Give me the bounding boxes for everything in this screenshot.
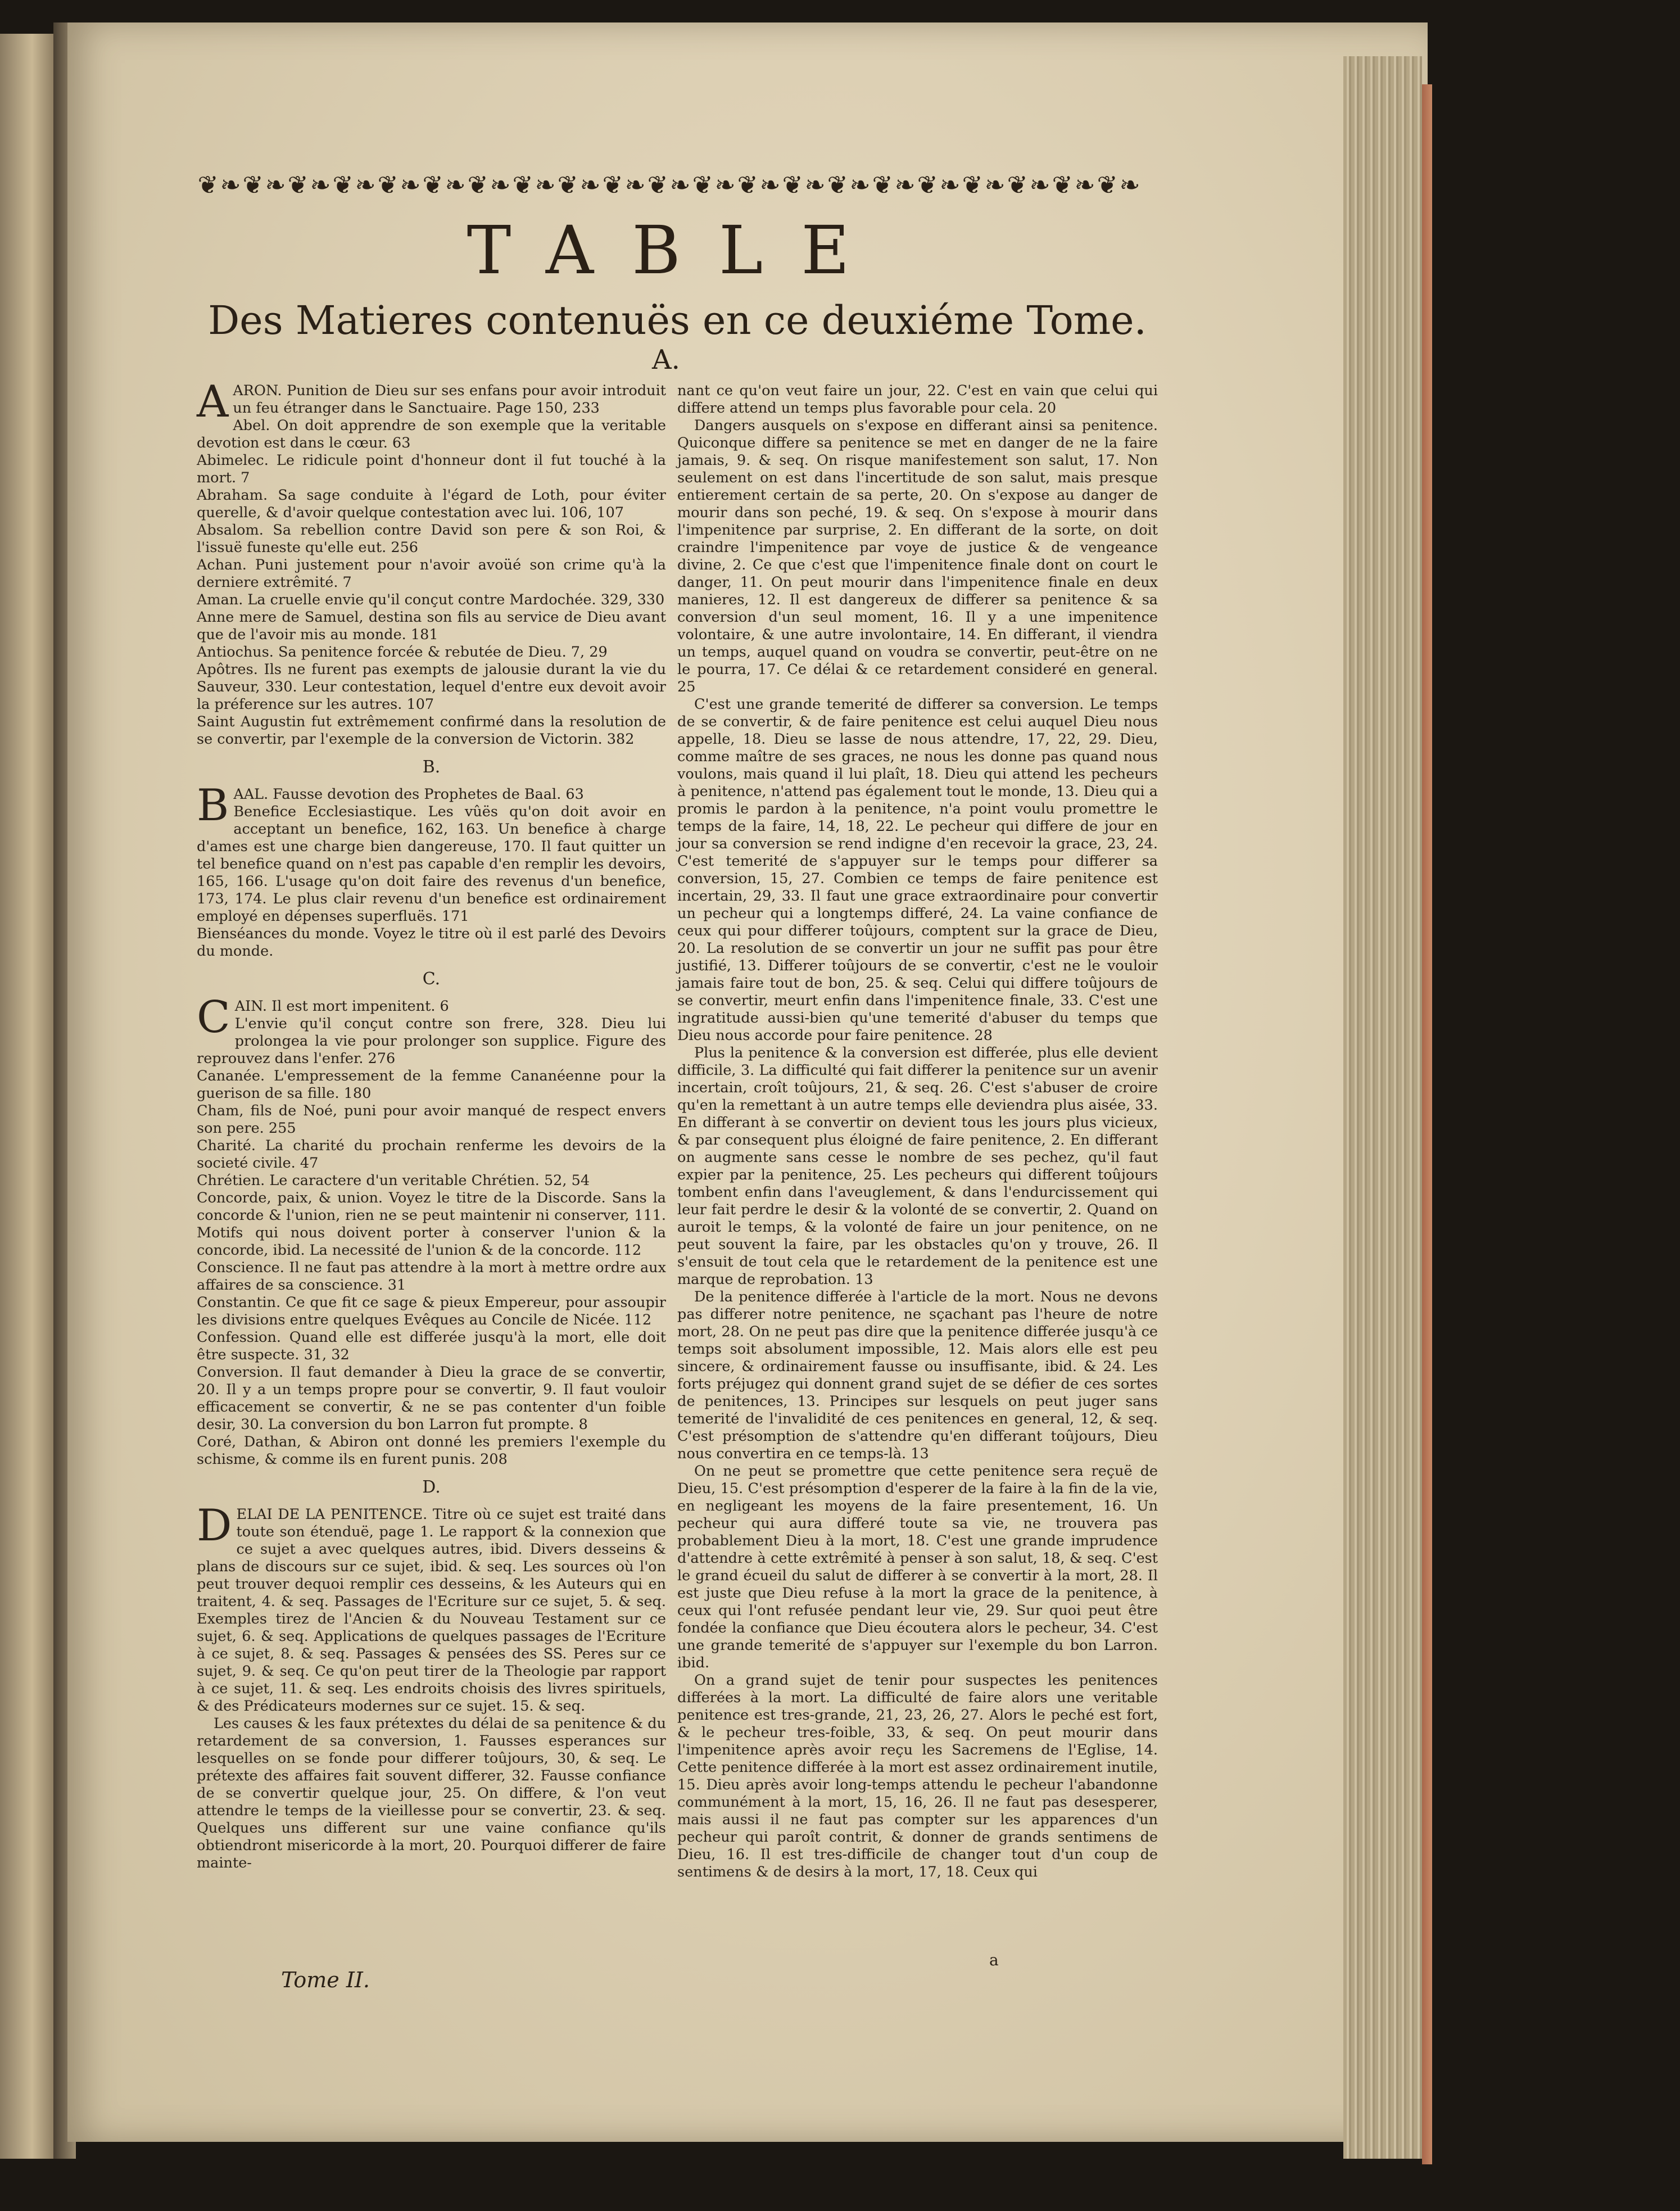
entry: Les causes & les faux prétextes du délai de sa penitence & du retardement de sa conversion, 1. Fausses esperances sur lesquelles on se fonde pour differer toûjours, 30, & seq. Le prétexte des affaires fait souvent differer, 32. Fausse confiance de se convertir quelque jour, 25. On differe, & l'on veut attendre le temps de la vieillesse pour se convertir, 23. & seq. Quelques uns different sur une vaine confiance qu'ils obtiendront misericorde à la mort, 20. Pourquoi differer de faire mainte- [197, 1715, 666, 1871]
fleuron-ornament-icon: ❧ [939, 171, 961, 200]
entry: Cananée. L'empressement de la femme Cananéenne pour la guerison de sa fille. 180 [197, 1068, 666, 1102]
paragraph: Dangers ausquels on s'expose en differant ainsi sa penitence. Quiconque differe sa penitence se met en danger de ne la faire jamais, 9. & seq. On risque manifestement son salut, 17. Non seulement on est dans l'incertitude de son salut, mais presque entierement certain de sa perte, 20. On s'expose au danger de mourir dans son peché, 19. & seq. On s'expose à mourir dans l'impenitence par surprise, 2. En differant de la sorte, on doit craindre l'impenitence par voye de justice & de vengeance divine, 2. Ce que c'est que l'impenitence finale dont on court le danger, 11. On peut mourir dans l'impenitence finale en deux manieres, 12. Il est dangereux de differer sa penitence & sa conversion d'un seul moment, 16. Il y a une impenitence volontaire, & une autre involontaire, 14. En differant, il viendra un temps, auquel quand on voudra se convertir, peut-être on ne le pourra, 17. Ce délai & ce retardement consideré en general. 25 [677, 417, 1158, 695]
entry: Antiochus. Sa penitence forcée & rebutée de Dieu. 7, 29 [197, 644, 608, 661]
fleuron-ornament-icon: ❧ [669, 171, 691, 200]
entry: L'envie qu'il conçut contre son frere, 328. Dieu lui prolongea la vie pour prolonger son supplice. Figure des reprouvez dans l'enfer. 276 [197, 1015, 666, 1067]
entry-text: ELAI DE LA PENITENCE. Titre où ce sujet est traité dans toute son étenduë, page 1. Le rapport & la connexion que ce sujet a avec quelques autres, ibid. Divers desseins & plans de discours sur ce sujet, ibid. & seq. Les sources où l'on peut trouver dequoi remplir ces desseins, & les Auteurs qui en traitent, 4. & seq. Passages de l'Ecriture sur ce sujet, 5. & seq. Exemples tirez de l'Ancien & du Nouveau Testament sur ce sujet, 6. & seq. Applications de quelques passages de l'Ecriture à ce sujet, 8. & seq. Passages & pensées des SS. Peres sur ce sujet, 9. & seq. Ce qu'on peut tirer de la Theologie par rapport à ce sujet, 11. & seq. Les endroits choisis des livres spirituels, & des Prédicateurs modernes sur ce sujet. 15. & seq. [197, 1506, 666, 1715]
section-letter-b: B. [422, 757, 441, 777]
fleuron-ornament-icon: ❧ [984, 171, 1006, 200]
page-title: TABLE [467, 211, 888, 289]
fleuron-ornament-icon: ❧ [1119, 171, 1140, 200]
fleuron-ornament-icon: ❧ [759, 171, 781, 200]
section-d [197, 1500, 666, 1872]
paragraph: nant ce qu'on veut faire un jour, 22. C'est en vain que celui qui differe attend un temps plus favorable pour cela. 20 [677, 382, 1158, 417]
entry: Benefice Ecclesiastique. Les vûës qu'on doit avoir en acceptant un benefice, 162, 163. Un benefice à charge d'ames est une charge bien dangereuse, 170. Il faut quitter un tel benefice quand on n'est pas capable d'en remplir les devoirs, 165, 166. L'usage qu'on doit faire des revenus d'un benefice, 173, 174. Le plus clair revenu d'un benefice est ordinairement employé en dépenses superfluës. 171 [197, 803, 666, 925]
red-edge [1422, 84, 1432, 2164]
fleuron-ornament-icon: ❦ [782, 171, 803, 200]
entry: Apôtres. Ils ne furent pas exempts de jalousie durant la vie du Sauveur, 330. Leur contestation, lequel d'entre eux devoit avoir la préference sur les autres. 107 [197, 661, 666, 713]
fleuron-ornament-icon: ❧ [265, 171, 286, 200]
fleuron-ornament-icon: ❦ [557, 171, 578, 200]
section-a [197, 377, 666, 748]
entry: Absalom. Sa rebellion contre David son pere & son Roi, & l'issuë funeste qu'elle eut. 256 [197, 522, 666, 556]
entry: Conscience. Il ne faut pas attendre à la mort à mettre ordre aux affaires de sa conscience. 31 [197, 1259, 666, 1294]
fleuron-ornament-icon: ❦ [242, 171, 264, 200]
fleuron-ornament-icon: ❦ [1097, 171, 1118, 200]
ornamental-headpiece [197, 163, 1158, 208]
entry: Aman. La cruelle envie qu'il conçut contre Mardochée. 329, 330 [197, 591, 665, 608]
fleuron-ornament-icon: ❦ [827, 171, 848, 200]
entry: Confession. Quand elle est differée jusqu'à la mort, elle doit être suspecte. 31, 32 [197, 1329, 666, 1363]
drop-cap-b: B [197, 780, 229, 831]
section-b [197, 780, 666, 960]
drop-cap-a: A [197, 377, 229, 427]
paragraph: De la penitence differée à l'article de la mort. Nous ne devons pas differer notre penitence, ne sçachant pas l'heure de notre mort, 28. On ne peut pas dire que la penitence differée jusqu'à ce temps soit absolument impossible, 12. Mais alors elle est peu sincere, & ordinairement fausse ou insuffisante, ibid. & 24. Les forts préjugez qui donnent grand sujet de se défier de ces sortes de penitences, 13. Principes sur lesquels on peut juger sans temerité de l'invalidité de ces penitences en general, 12, & seq. C'est présomption de s'attendre qu'en differant toûjours, Dieu nous convertira en ce temps-là. 13 [677, 1288, 1158, 1462]
fleuron-ornament-icon: ❦ [737, 171, 758, 200]
signature-mark: a [989, 1951, 999, 1969]
entry: Anne mere de Samuel, destina son fils au service de Dieu avant que de l'avoir mis au monde. 181 [197, 609, 666, 643]
entry: Abimelec. Le ridicule point d'honneur dont il fut touché à la mort. 7 [197, 452, 666, 486]
fleuron-ornament-icon: ❦ [377, 171, 399, 200]
fleuron-ornament-icon: ❧ [490, 171, 511, 200]
entry: Achan. Puni justement pour n'avoir avoüé son crime qu'à la derniere extrêmité. 7 [197, 557, 666, 591]
fleuron-ornament-icon: ❧ [579, 171, 601, 200]
paragraph: Plus la penitence & la conversion est differée, plus elle devient difficile, 3. La difficulté qui fait differer la penitence sur un avenir incertain, croît toûjours, 21, & seq. 26. C'est s'abuser de croire qu'en la remettant à un autre temps elle deviendra plus aisée, 33. En differant à se convertir on devient tous les jours plus vicieux, & par consequent plus éloigné de faire penitence, 2. En differant on augmente sans cesse le nombre de ses pechez, qu'il faut expier par la penitence, 25. Les pecheurs qui different toûjours tombent enfin dans l'aveuglement, & dans l'endurcissement qui leur fait perdre le desir & la volonté de se convertir, 2. Quand on auroit le temps, & la volonté de faire un jour penitence, on ne peut souvent la faire, par les obstacles qu'on y trouve, 26. Il s'ensuit de tout cela que le retardement de la penitence est une marque de reprobation. 13 [677, 1045, 1158, 1288]
fleuron-ornament-icon: ❦ [467, 171, 488, 200]
fleuron-ornament-icon: ❧ [624, 171, 646, 200]
fleuron-ornament-icon: ❧ [714, 171, 736, 200]
fleuron-ornament-icon: ❧ [445, 171, 466, 200]
fleuron-ornament-icon: ❦ [332, 171, 354, 200]
entry-text: ARON. Punition de Dieu sur ses enfans pour avoir introduit un feu étranger dans le Sanctuaire. Page 150, 233 [233, 382, 666, 417]
header [197, 208, 1158, 354]
paragraph: On a grand sujet de tenir pour suspectes les penitences differées à la mort. La difficulté de faire alors une veritable penitence est tres-grande, 21, 23, 26, 27. Alors le peché est fort, & le pecheur tres-foible, 33, & seq. On peut mourir dans l'impenitence après avoir reçu les Sacremens de l'Eglise, 14. Cette penitence differée à la mort est assez ordinairement inutile, 15. Dieu après avoir long-temps attendu le pecheur l'abandonne communément à la mort, 15, 16, 26. Il ne faut pas desesperer, mais aussi il ne faut pas compter sur les apparences d'un pecheur qui paroît contrit, & donner de grands sentimens de Dieu, 16. Il est tres-difficile de changer tout d'un coup de sentimens & de desirs à la mort, 17, 18. Ceux qui [677, 1672, 1158, 1880]
left-column [197, 377, 666, 1872]
fleuron-ornament-icon: ❧ [1029, 171, 1050, 200]
page-subtitle: Des Matieres contenuës en ce deuxiéme Tome. [208, 297, 1147, 343]
fleuron-ornament-icon: ❧ [400, 171, 421, 200]
entry-baal [197, 780, 666, 831]
fleuron-ornament-icon: ❧ [804, 171, 826, 200]
fleuron-ornament-icon: ❦ [647, 171, 668, 200]
entry: Chrétien. Le caractere d'un veritable Chrétien. 52, 54 [197, 1172, 590, 1189]
entry: Bienséances du monde. Voyez le titre où il est parlé des Devoirs du monde. [197, 925, 666, 960]
entry: Coré, Dathan, & Abiron ont donné les premiers l'exemple du schisme, & comme ils en furent punis. 208 [197, 1434, 666, 1468]
section-letter-c: C. [422, 969, 441, 989]
entry: Charité. La charité du prochain renferme les devoirs de la societé civile. 47 [197, 1137, 666, 1172]
fleuron-ornament-icon: ❦ [1052, 171, 1073, 200]
fleuron-ornament-icon: ❧ [310, 171, 331, 200]
entry: Constantin. Ce que fit ce sage & pieux Empereur, pour assoupir les divisions entre quelques Evêques au Concile de Nicée. 112 [197, 1294, 666, 1328]
entry: Abraham. Sa sage conduite à l'égard de Loth, pour éviter querelle, & d'avoir quelque contestation avec lui. 106, 107 [197, 487, 666, 521]
fleuron-ornament-icon: ❧ [1074, 171, 1095, 200]
paragraph: On ne peut se promettre que cette penitence sera reçuë de Dieu, 15. C'est présomption d'esperer de la faire à la fin de la vie, en negligeant les moyens de la faire presentement, 16. Un pecheur qui aura differé toute sa vie, ne trouvera pas probablement Dieu à la mort, 18. C'est une grande imprudence d'attendre à cette extrêmité à penser à son salut, 18, & seq. C'est le grand écueil du salut de differer à se convertir à la mort, 28. Il est juste que Dieu refuse à la mort la grace de la penitence, à ceux qui l'ont refusée pendant leur vie, 29. Sur quoi peut être fondée la confiance que Dieu écoutera alors le pecheur, 34. C'est une grande temerité de s'appuyer sur l'exemple du bon Larron. ibid. [677, 1463, 1158, 1671]
fleuron-ornament-icon: ❦ [512, 171, 533, 200]
fleuron-ornament-icon: ❦ [287, 171, 309, 200]
fleuron-ornament-icon: ❧ [849, 171, 871, 200]
entry-text: AIN. Il est mort impenitent. 6 [234, 998, 449, 1015]
section-c [197, 992, 666, 1468]
drop-cap-c: C [197, 992, 230, 1043]
entry: Concorde, paix, & union. Voyez le titre de la Discorde. Sans la concorde & l'union, rien ne se peut maintenir ni conserver, 111. Motifs qui nous doivent porter à conserver l'union & la concorde, ibid. La necessité de l'union & de la concorde. 112 [197, 1190, 666, 1259]
fleuron-ornament-icon: ❧ [355, 171, 376, 200]
entry: Cham, fils de Noé, puni pour avoir manqué de respect envers son pere. 255 [197, 1102, 666, 1137]
section-letter-a: A. [652, 344, 680, 376]
entry-aaron [197, 377, 666, 427]
fleuron-ornament-icon: ❦ [602, 171, 623, 200]
page-edges [1343, 56, 1422, 2159]
paragraph: C'est une grande temerité de differer sa conversion. Le temps de se convertir, & de faire penitence est celui auquel Dieu nous appelle, 18. Dieu se lasse de nous attendre, 17, 22, 29. Dieu, comme maître de ses graces, ne nous les donne pas quand nous voulons, mais quand il lui plaît, 18. Dieu qui attend les pecheurs à penitence, n'attend pas également tout le monde, 13. Dieu qui a promis le pardon à la penitence, n'a point voulu promettre le temps de la faire, 14, 18, 22. Le pecheur qui differe de jour en jour sa conversion se rend indigne d'en recevoir la grace, 23, 24. C'est temerité de s'appuyer sur le temps pour differer sa conversion, 15, 27. Combien ce temps de faire penitence est incertain, 29, 33. Il faut une grace extraordinaire pour convertir un pecheur qui a longtemps differé, 24. La vaine confiance de ceux qui pour differer toûjours, comptent sur la grace de Dieu, 20. La resolution de se convertir un jour ne suffit pas pour être justifié, 13. Differer toûjours de se convertir, c'est ne le vouloir jamais faire tout de bon, 25. & seq. Celui qui differe toûjours de se convertir, meurt enfin dans l'impenitence finale, 33. C'est une ingratitude aussi-bien qu'une temerité d'abuser du temps que Dieu nous accorde pour faire penitence. 28 [677, 696, 1158, 1044]
entry: Saint Augustin fut extrêmement confirmé dans la resolution de se convertir, par l'exemple de la conversion de Victorin. 382 [197, 713, 666, 748]
fleuron-ornament-icon: ❦ [872, 171, 893, 200]
fleuron-ornament-icon: ❦ [1007, 171, 1028, 200]
fleuron-ornament-icon: ❧ [894, 171, 916, 200]
entry-text: AAL. Fausse devotion des Prophetes de Baal. 63 [233, 786, 584, 803]
fleuron-ornament-icon: ❦ [692, 171, 713, 200]
entry-delai [197, 1500, 666, 1715]
entry: Conversion. Il faut demander à Dieu la grace de se convertir, 20. Il y a un temps propre pour se convertir, 9. Il faut vouloir efficacement se convertir, & ne se pas contenter d'un foible desir, 30. La conversion du bon Larron fut prompte. 8 [197, 1364, 666, 1433]
fleuron-ornament-icon: ❦ [962, 171, 983, 200]
fleuron-ornament-icon: ❦ [197, 171, 219, 200]
right-column [677, 382, 1158, 1881]
fleuron-ornament-icon: ❦ [917, 171, 938, 200]
fleuron-ornament-icon: ❧ [220, 171, 241, 200]
volume-footer: Tome II. [281, 1968, 370, 1992]
previous-page-edge [0, 34, 53, 2159]
fleuron-ornament-icon: ❦ [422, 171, 443, 200]
section-letter-d: D. [422, 1477, 441, 1497]
entry: Abel. On doit apprendre de son exemple que la veritable devotion est dans le cœur. 63 [197, 417, 666, 451]
fleuron-ornament-icon: ❧ [535, 171, 556, 200]
drop-cap-d: D [197, 1500, 232, 1551]
